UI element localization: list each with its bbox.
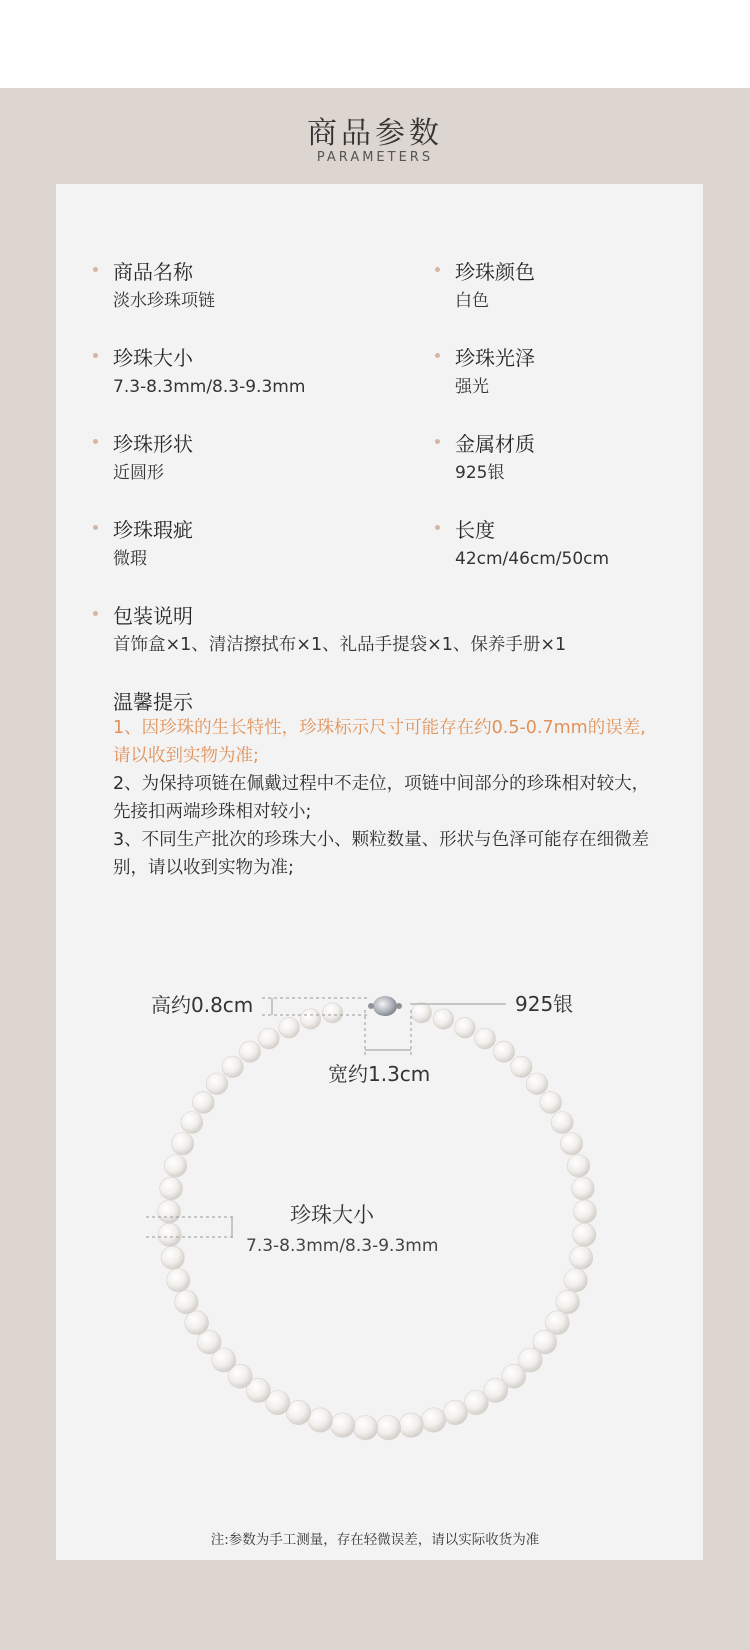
param-label: 珍珠大小	[113, 346, 193, 370]
pearl-icon	[323, 1003, 343, 1023]
pearl-icon	[161, 1246, 184, 1269]
param-value: 微瑕	[113, 549, 147, 569]
pearl-icon	[164, 1155, 187, 1178]
pearl-icon	[570, 1246, 593, 1269]
pearl-icon	[411, 1003, 431, 1023]
pearl-icon	[331, 1413, 355, 1437]
pearl-icon	[443, 1400, 467, 1424]
page-title: 商品参数	[307, 116, 443, 151]
pearl-icon	[185, 1311, 209, 1335]
clasp-icon	[373, 996, 397, 1016]
width-label: 宽约1.3cm	[328, 1062, 431, 1086]
pearl-icon	[181, 1112, 203, 1134]
pearl-icon	[567, 1155, 590, 1178]
clasp-label: 925银	[515, 992, 574, 1016]
pearl-icon	[279, 1017, 300, 1038]
param-value: 白色	[455, 291, 489, 311]
pearl-icon	[160, 1177, 183, 1200]
pearl-icon	[175, 1290, 199, 1314]
pearl-icon	[206, 1073, 228, 1095]
page-subtitle: PARAMETERS	[316, 150, 434, 165]
clasp-ring-icon	[368, 1003, 374, 1009]
tips-title: 温馨提示	[113, 690, 193, 714]
pearl-icon	[551, 1112, 573, 1134]
param-label: 珍珠颜色	[455, 260, 535, 284]
param-label: 长度	[455, 518, 495, 542]
param-label: 珍珠瑕疵	[113, 518, 193, 542]
pearl-icon	[171, 1133, 193, 1155]
pearl-icon	[222, 1056, 243, 1077]
tip-line-3: 3、不同生产批次的珍珠大小、颗粒数量、形状与色泽可能存在细微差别，请以收到实物为准;	[113, 830, 650, 878]
param-value: 925银	[455, 463, 505, 483]
pearl-icon	[239, 1041, 260, 1062]
param-label: 金属材质	[455, 432, 535, 456]
tip-line-1: 1、因珍珠的生长特性，珍珠标示尺寸可能存在约0.5-0.7mm的误差,请以收到实物为准;	[113, 718, 646, 766]
pearl-icon	[511, 1056, 532, 1077]
param-label: 珍珠光泽	[455, 346, 535, 370]
pearl-icon	[376, 1416, 400, 1440]
param-value: 42cm/46cm/50cm	[455, 549, 610, 569]
pearl-icon	[572, 1177, 595, 1200]
pearl-icon	[353, 1416, 377, 1440]
pearl-size-title: 珍珠大小	[290, 1203, 374, 1227]
pearl-size-value: 7.3-8.3mm/8.3-9.3mm	[246, 1236, 439, 1256]
pearl-icon	[167, 1269, 190, 1292]
pearl-icon	[540, 1092, 562, 1114]
param-label: 珍珠形状	[113, 432, 193, 456]
pearl-icon	[158, 1223, 181, 1246]
pearl-icon	[192, 1092, 214, 1114]
pearl-icon	[300, 1009, 320, 1029]
param-value: 近圆形	[113, 463, 164, 483]
pearl-icon	[455, 1017, 476, 1038]
height-label: 高约0.8cm	[151, 993, 254, 1017]
pearl-icon	[556, 1290, 580, 1314]
pearl-icon	[564, 1269, 587, 1292]
footer-note: 注:参数为手工测量，存在轻微误差，请以实际收货为准	[210, 1532, 540, 1548]
pearl-icon	[433, 1009, 453, 1029]
pearl-icon	[158, 1200, 181, 1223]
clasp-ring-icon	[396, 1003, 402, 1009]
pearl-icon	[308, 1408, 332, 1432]
pearl-icon	[560, 1133, 582, 1155]
param-value: 淡水珍珠项链	[113, 291, 215, 311]
pearl-icon	[475, 1028, 496, 1049]
param-value: 首饰盒×1、清洁擦拭布×1、礼品手提袋×1、保养手册×1	[113, 635, 567, 655]
param-value: 7.3-8.3mm/8.3-9.3mm	[113, 377, 306, 397]
param-label: 商品名称	[113, 260, 193, 284]
pearl-icon	[573, 1223, 596, 1246]
pearl-icon	[573, 1200, 596, 1223]
pearl-icon	[526, 1073, 548, 1095]
pearl-icon	[422, 1408, 446, 1432]
param-value: 强光	[455, 377, 489, 397]
tip-line-2: 2、为保持项链在佩戴过程中不走位，项链中间部分的珍珠相对较大，先接扣两端珍珠相对较小;	[113, 774, 650, 822]
param-label: 包装说明	[113, 604, 193, 628]
pearl-icon	[399, 1413, 423, 1437]
pearl-icon	[259, 1028, 280, 1049]
pearl-icon	[493, 1041, 514, 1062]
